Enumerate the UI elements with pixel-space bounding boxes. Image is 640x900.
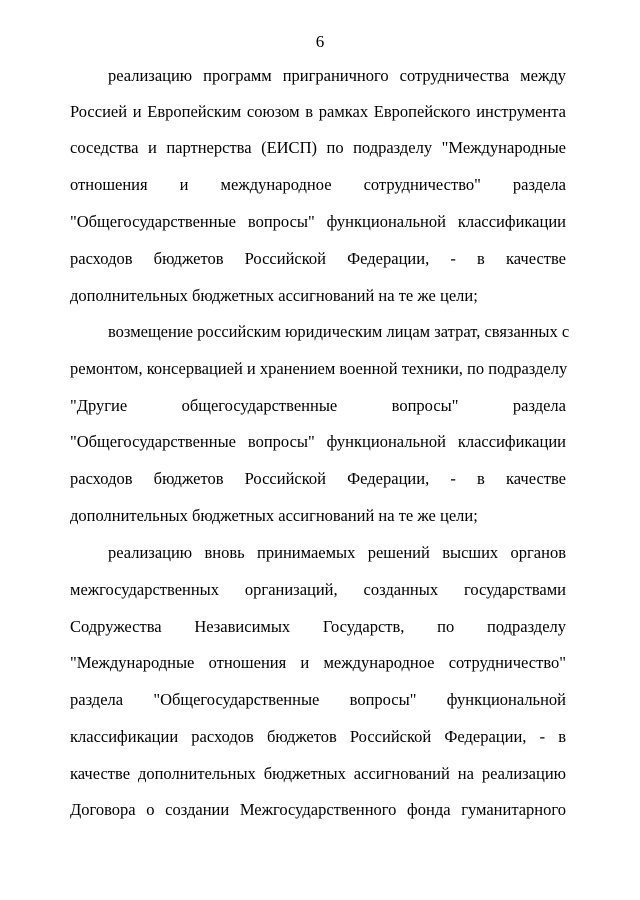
paragraph-3-line-7: качестве дополнительных бюджетных ассигнований на реализацию [70, 764, 566, 783]
paragraph-1-line-1: реализацию программ приграничного сотрудничества между [108, 66, 566, 85]
paragraph-3-line-4: "Международные отношения и международное сотрудничество" [70, 653, 566, 672]
paragraph-1-line-5: "Общегосударственные вопросы" функциональной классификации [70, 212, 566, 231]
paragraph-2-line-4: "Общегосударственные вопросы" функциональной классификации [70, 432, 566, 451]
paragraph-2-line-1: возмещение российским юридическим лицам затрат, связанных с [108, 322, 570, 341]
paragraph-3-line-6: классификации расходов бюджетов Российской Федерации, - в [70, 727, 566, 746]
paragraph-1-line-2: Россией и Европейским союзом в рамках Европейского инструмента [70, 102, 566, 121]
paragraph-1-line-3: соседства и партнерства (ЕИСП) по подразделу "Международные [70, 138, 566, 157]
paragraph-2-line-6: дополнительных бюджетных ассигнований на те же цели; [70, 506, 478, 525]
paragraph-3-line-5: раздела "Общегосударственные вопросы" функциональной [70, 690, 566, 709]
paragraph-1-line-7: дополнительных бюджетных ассигнований на те же цели; [70, 286, 478, 305]
paragraph-3-line-3: Содружества Независимых Государств, по подразделу [70, 617, 566, 636]
paragraph-2-line-5: расходов бюджетов Российской Федерации, - в качестве [70, 469, 566, 488]
page-number: 6 [315, 32, 325, 51]
paragraph-3-line-1: реализацию вновь принимаемых решений высших органов [108, 543, 566, 562]
paragraph-3-line-8: Договора о создании Межгосударственного фонда гуманитарного [70, 800, 566, 819]
paragraph-2-line-3: "Другие общегосударственные вопросы" раздела [70, 396, 566, 415]
paragraph-1-line-6: расходов бюджетов Российской Федерации, - в качестве [70, 249, 566, 268]
paragraph-3-line-2: межгосударственных организаций, созданных государствами [70, 580, 566, 599]
paragraph-2-line-2: ремонтом, консервацией и хранением военной техники, по подразделу [70, 359, 568, 378]
paragraph-1-line-4: отношения и международное сотрудничество" раздела [70, 175, 566, 194]
